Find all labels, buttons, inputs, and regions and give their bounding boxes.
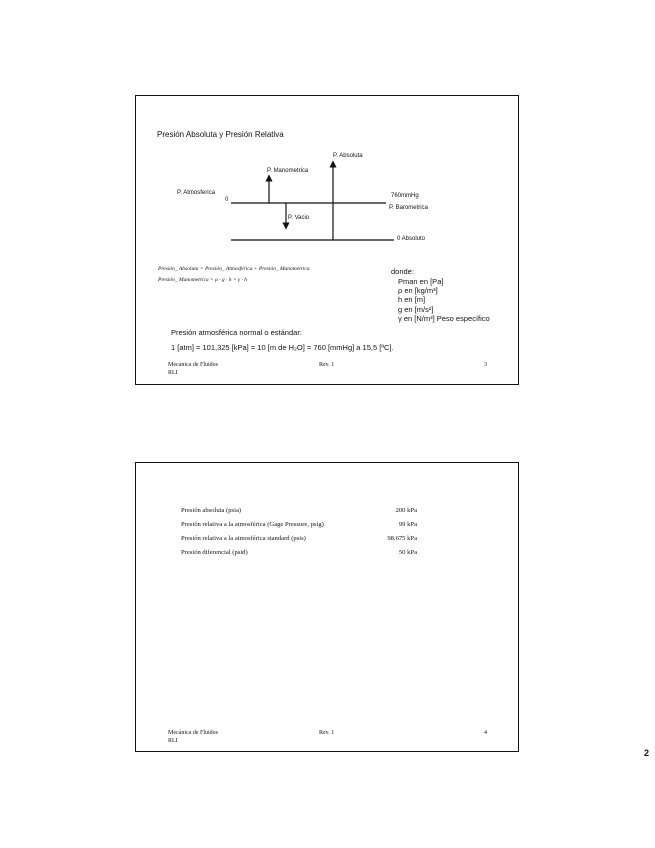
row-value: 200 kPa bbox=[395, 507, 417, 514]
row-value: 50 kPa bbox=[398, 549, 417, 556]
units-list bbox=[398, 277, 490, 323]
row-value: 98.675 kPa bbox=[387, 535, 417, 542]
label-p-barometrica: P. Barometrica bbox=[389, 205, 428, 211]
footer-revision: Rev. 1 bbox=[319, 362, 335, 368]
pressure-table bbox=[181, 507, 417, 563]
footer-revision: Rev. 1 bbox=[319, 730, 335, 736]
label-p-manometrica: P. Manometrica bbox=[267, 168, 309, 174]
slide-3 bbox=[135, 95, 519, 385]
unit-item: γ en [N/m³] Peso específico bbox=[398, 313, 490, 323]
row-value: 99 kPa bbox=[398, 521, 417, 528]
unit-item: Pman en [Pa] bbox=[398, 277, 444, 286]
unit-item: h en [m] bbox=[398, 295, 426, 305]
unit-item: g en [m/s²] bbox=[398, 304, 434, 314]
table-row bbox=[181, 535, 417, 549]
footer-slide-number: 3 bbox=[484, 362, 487, 368]
statement-title: Presión atmosférica normal o estándar: bbox=[171, 328, 302, 337]
footer-course: Mecánica de Fluidos bbox=[168, 730, 218, 736]
slide-4 bbox=[135, 462, 519, 752]
unit-item: ρ en [kg/m³] bbox=[398, 286, 438, 296]
page-number: 2 bbox=[643, 748, 649, 758]
donde-label: donde: bbox=[391, 267, 414, 276]
formula-absolute-pressure: Presión_ Absoluta = Presión_ Atmosférica + Presión_ Manometrica bbox=[158, 266, 310, 272]
label-cero-absoluto: 0 Absoluto bbox=[397, 236, 426, 242]
formula-manometric-pressure: Presión_ Manometrica = ρ · g · h = γ · h bbox=[158, 277, 248, 283]
label-p-vacio: P. Vacio bbox=[288, 215, 310, 221]
row-label: Presión diferencial (psid) bbox=[181, 549, 248, 556]
table-row bbox=[181, 507, 417, 521]
row-label: Presión relativa a la atmosférica standard (psis) bbox=[181, 535, 306, 542]
label-zero: 0 bbox=[225, 197, 229, 203]
label-p-absoluta: P. Absoluta bbox=[333, 153, 363, 159]
table-row bbox=[181, 549, 417, 563]
footer-author: RLI bbox=[168, 370, 178, 376]
slide-title: Presión Absoluta y Presión Relativa bbox=[157, 130, 284, 139]
statement-equivalence: 1 [atm] = 101,325 [kPa] = 10 [m de H₂O] = 760 [mmHg] a 15,5 [ºC]. bbox=[171, 343, 394, 352]
footer-author: RLI bbox=[168, 738, 178, 744]
row-label: Presión relativa a la atmosférica (Gage Pressure, psig) bbox=[181, 521, 324, 528]
label-760mmhg: 760mmHg bbox=[391, 193, 419, 199]
footer-slide-number: 4 bbox=[484, 730, 487, 736]
row-label: Presión absoluta (psia) bbox=[181, 507, 242, 514]
footer-course: Mecanica de Fluidos bbox=[168, 362, 218, 368]
label-p-atmosferica: P. Atmosferica bbox=[177, 190, 215, 196]
table-row bbox=[181, 521, 417, 535]
